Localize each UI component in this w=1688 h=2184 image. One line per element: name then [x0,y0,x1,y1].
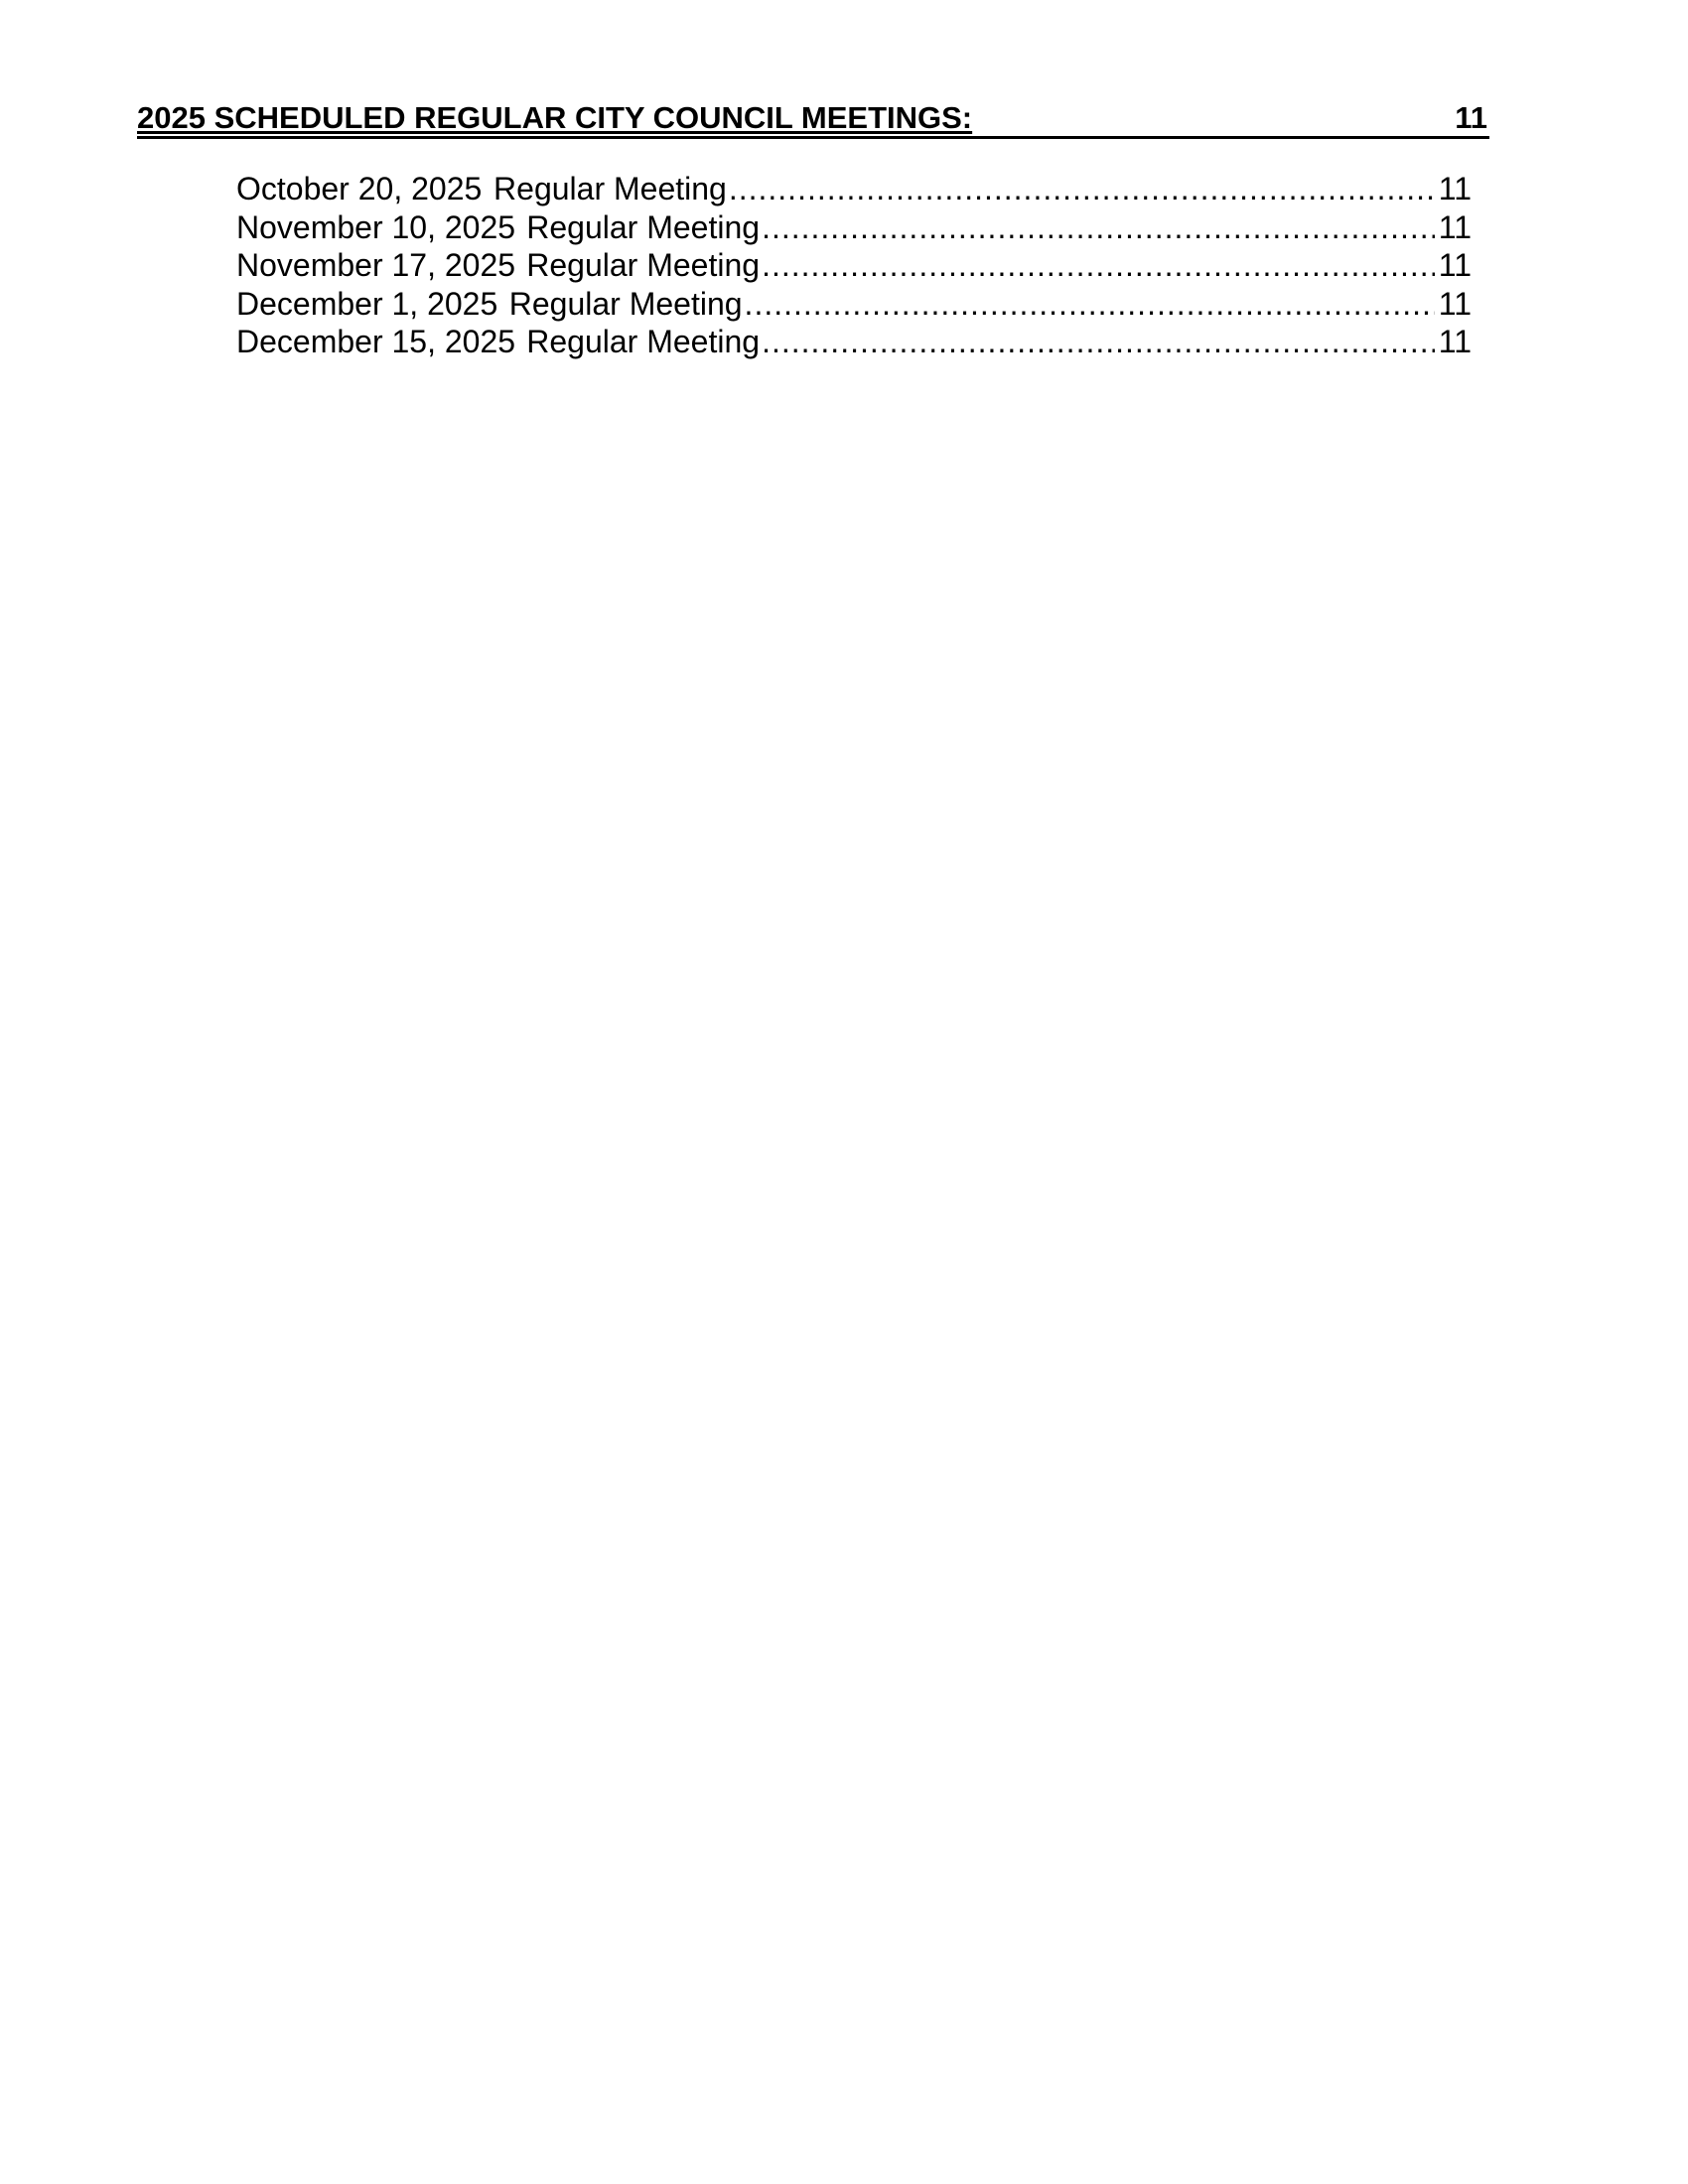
toc-entry-list [236,170,1472,361]
toc-entry[interactable] [236,246,1472,285]
toc-entry-page-number: 11 [1438,285,1472,322]
toc-entry-page-number: 11 [1438,247,1472,283]
toc-section-page-number: 11 [1455,100,1487,135]
toc-entry[interactable] [236,170,1472,208]
toc-entry-title: Regular Meeting [493,171,727,206]
toc-entry[interactable] [236,208,1472,247]
toc-entry-date: December 15, 2025 [236,324,516,359]
toc-entry-title: Regular Meeting [526,208,761,245]
toc-entry-page-number: 11 [1438,324,1472,359]
toc-entry-date: October 20, 2025 [236,171,483,206]
toc-entry-page-number: 11 [1438,171,1472,206]
toc-dot-leader [729,170,1435,208]
toc-entry[interactable] [236,323,1472,361]
toc-dot-leader [745,285,1435,324]
toc-dot-leader [762,246,1435,285]
toc-section-title: 2025 SCHEDULED REGULAR CITY COUNCIL MEETINGS: [137,100,973,135]
toc-dot-leader [762,208,1435,247]
toc-entry-title: Regular Meeting [508,285,743,322]
toc-section-heading[interactable] [137,99,1489,139]
toc-entry-title: Regular Meeting [526,247,761,283]
toc-entry[interactable] [236,285,1472,324]
toc-entry-page-number: 11 [1438,208,1472,245]
toc-dot-leader [762,323,1435,361]
toc-entry-date: November 17, 2025 [236,247,516,283]
toc-entry-date: December 1, 2025 [236,285,498,322]
toc-entry-title: Regular Meeting [526,324,761,359]
toc-entry-date: November 10, 2025 [236,208,516,245]
